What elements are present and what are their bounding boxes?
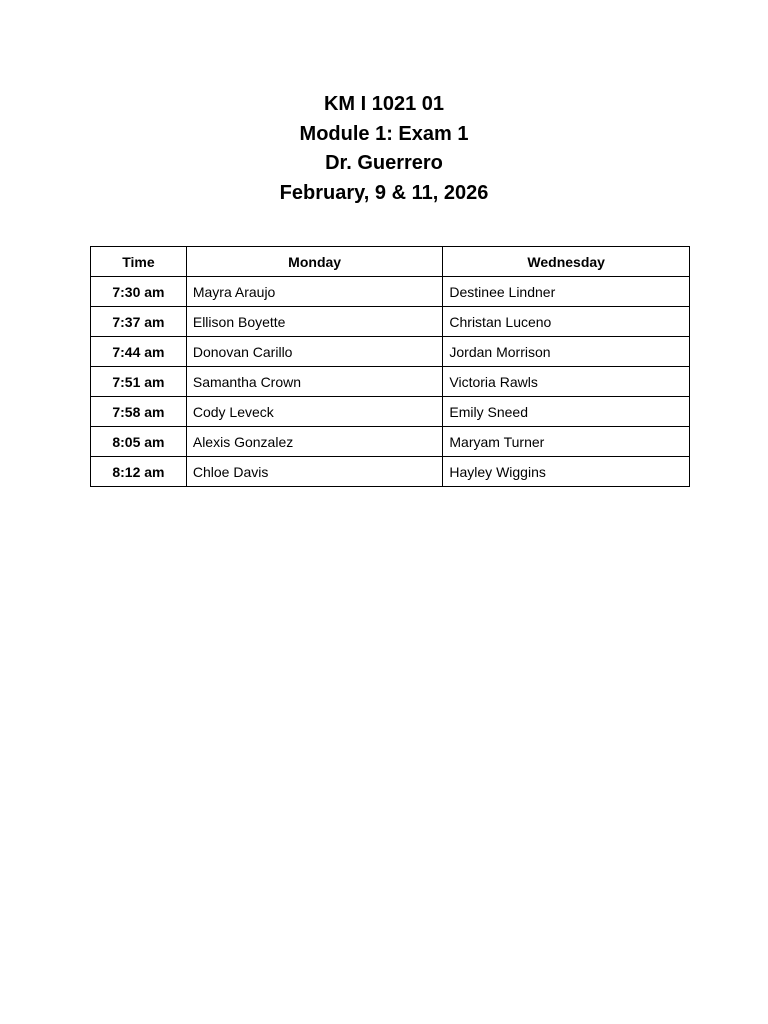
table-row: [91, 307, 690, 337]
table-row: [91, 277, 690, 307]
wednesday-student: Hayley Wiggins: [443, 457, 690, 487]
table-row: [91, 367, 690, 397]
exam-dates: February, 9 & 11, 2026: [279, 181, 489, 204]
document-header: [0, 90, 768, 208]
column-header-monday: Monday: [186, 247, 443, 277]
column-header-time: Time: [91, 247, 187, 277]
wednesday-student: Victoria Rawls: [443, 367, 690, 397]
wednesday-student: Destinee Lindner: [443, 277, 690, 307]
column-header-wednesday: Wednesday: [443, 247, 690, 277]
table-row: [91, 427, 690, 457]
time-slot: 8:05 am: [91, 427, 187, 457]
time-slot: 7:44 am: [91, 337, 187, 367]
table-row: [91, 457, 690, 487]
monday-student: Mayra Araujo: [186, 277, 443, 307]
monday-student: Cody Leveck: [186, 397, 443, 427]
wednesday-student: Maryam Turner: [443, 427, 690, 457]
monday-student: Chloe Davis: [186, 457, 443, 487]
time-slot: 7:30 am: [91, 277, 187, 307]
table-row: [91, 337, 690, 367]
time-slot: 7:58 am: [91, 397, 187, 427]
time-slot: 7:51 am: [91, 367, 187, 397]
wednesday-student: Emily Sneed: [443, 397, 690, 427]
monday-student: Samantha Crown: [186, 367, 443, 397]
instructor-name: Dr. Guerrero: [325, 152, 443, 174]
table-row: [91, 397, 690, 427]
table-header-row: [91, 247, 690, 277]
course-title: KM I 1021 01: [323, 93, 445, 115]
module-title: Module 1: Exam 1: [299, 122, 469, 145]
wednesday-student: Christan Luceno: [443, 307, 690, 337]
wednesday-student: Jordan Morrison: [443, 337, 690, 367]
exam-schedule-table: [90, 246, 690, 487]
time-slot: 7:37 am: [91, 307, 187, 337]
time-slot: 8:12 am: [91, 457, 187, 487]
monday-student: Donovan Carillo: [186, 337, 443, 367]
monday-student: Alexis Gonzalez: [186, 427, 443, 457]
monday-student: Ellison Boyette: [186, 307, 443, 337]
